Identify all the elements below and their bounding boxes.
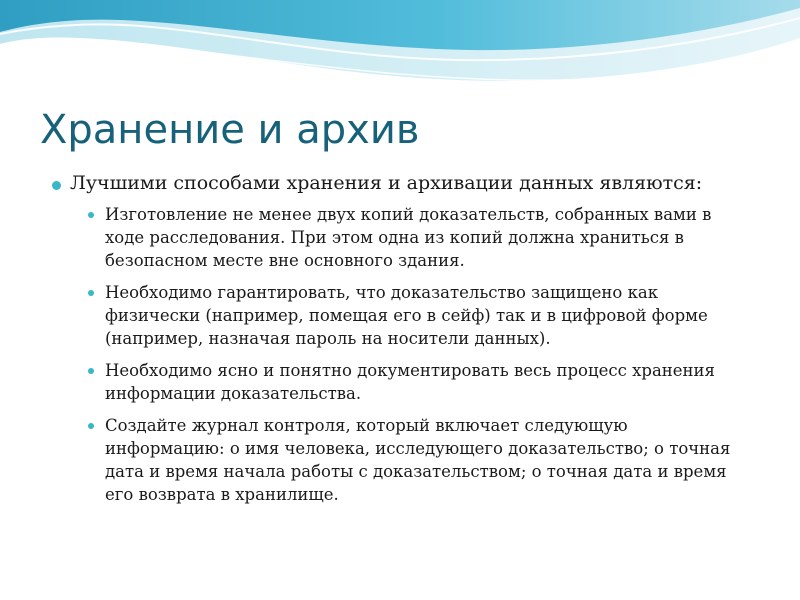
slide-content	[52, 172, 752, 515]
list-item-text: Создайте журнал контроля, который включает следующую информацию: o имя человека, исследующего доказательство; o точная дата и время начала работы с доказательством; o точная дата и время его возврата в хранилище.	[105, 416, 731, 504]
intro-text: Лучшими способами хранения и архивации данных являются:	[70, 172, 703, 194]
list-item-text: Необходимо ясно и понятно документировать весь процесс хранения информации доказательства.	[105, 361, 715, 403]
wave-header-decoration	[0, 0, 800, 95]
list-item	[88, 281, 752, 350]
list-item-text: Необходимо гарантировать, что доказательство защищено как физически (например, помещая его в сейф) так и в цифровой форме (например, назначая пароль на носители данных).	[105, 283, 708, 348]
bullet-dot-icon	[88, 368, 94, 374]
list-item	[88, 203, 752, 272]
list-item-text: Изготовление не менее двух копий доказательств, собранных вами в ходе расследования. При этом одна из копий должна храниться в безопасном месте вне основного здания.	[105, 205, 712, 270]
bullet-dot-icon	[52, 181, 61, 190]
bullet-dot-icon	[88, 423, 94, 429]
list-item	[88, 359, 752, 405]
bullet-list	[52, 203, 752, 506]
bullet-dot-icon	[88, 212, 94, 218]
intro-item	[52, 172, 752, 195]
bullet-dot-icon	[88, 290, 94, 296]
list-item	[88, 414, 752, 506]
slide-title: Хранение и архив	[40, 107, 420, 153]
